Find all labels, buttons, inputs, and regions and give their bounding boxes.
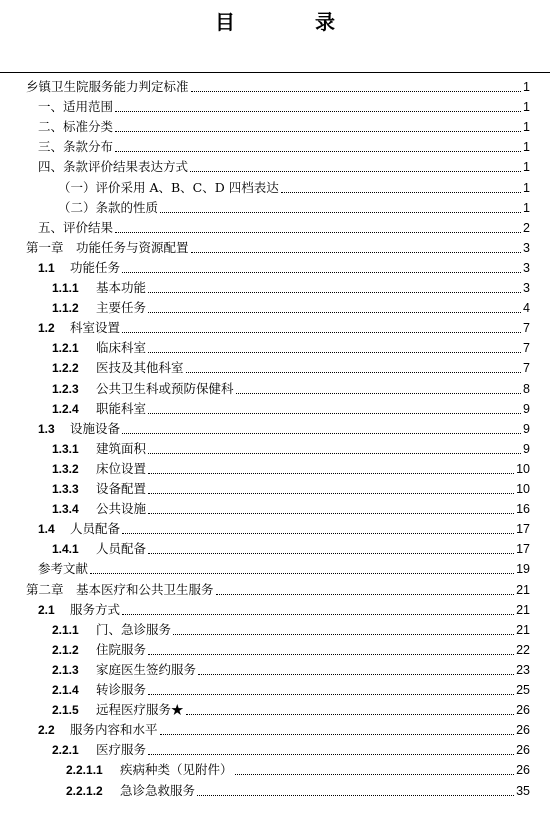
toc-entry-title: 医技及其他科室 xyxy=(96,360,184,376)
toc-entry-title: 门、急诊服务 xyxy=(96,621,172,637)
toc-entry[interactable] xyxy=(52,658,530,678)
toc-entry[interactable] xyxy=(38,216,530,236)
table-of-contents xyxy=(0,72,550,798)
toc-entry[interactable] xyxy=(26,578,530,598)
toc-entry[interactable] xyxy=(52,377,530,397)
toc-entry-number: 1.2 xyxy=(38,321,55,336)
toc-leader-dots xyxy=(122,332,521,333)
toc-entry-page: 2 xyxy=(523,220,530,235)
toc-leader-dots xyxy=(148,513,514,514)
toc-leader-dots xyxy=(186,372,522,373)
toc-entry-page: 9 xyxy=(523,421,530,436)
toc-entry-page: 26 xyxy=(516,743,530,758)
toc-entry-number: 1.1 xyxy=(38,260,55,275)
toc-leader-dots xyxy=(190,171,521,172)
toc-entry-page: 9 xyxy=(523,401,530,416)
toc-leader-dots xyxy=(115,232,521,233)
toc-leader-dots xyxy=(122,533,514,534)
toc-entry[interactable] xyxy=(58,176,530,196)
toc-leader-dots xyxy=(148,413,521,414)
toc-entry-page: 35 xyxy=(516,783,530,798)
toc-entry-number: 2.1.3 xyxy=(52,662,79,677)
toc-leader-dots xyxy=(197,795,514,796)
toc-entry-page: 3 xyxy=(523,240,530,255)
toc-entry-number: 2.1.1 xyxy=(52,622,79,637)
toc-entry[interactable] xyxy=(38,95,530,115)
toc-entry-number: 1.3.1 xyxy=(52,441,79,456)
toc-entry-page: 16 xyxy=(516,502,530,517)
toc-entry-title: 参考文献 xyxy=(38,561,89,577)
toc-leader-dots xyxy=(281,192,521,193)
toc-entry[interactable] xyxy=(52,638,530,658)
toc-leader-dots xyxy=(115,111,521,112)
toc-entry-page: 4 xyxy=(523,301,530,316)
toc-entry-number: 1.1.1 xyxy=(52,281,79,295)
toc-entry-number: 1.2.3 xyxy=(52,381,79,396)
toc-leader-dots xyxy=(148,453,521,454)
toc-leader-dots xyxy=(186,714,515,715)
toc-entry-title: 设备配置 xyxy=(96,481,147,496)
toc-entry-page: 1 xyxy=(523,120,530,135)
toc-entry-page: 8 xyxy=(523,381,530,396)
toc-entry-title: 床位设置 xyxy=(96,460,147,476)
toc-entry[interactable] xyxy=(66,758,530,778)
toc-entry[interactable] xyxy=(38,517,530,537)
toc-entry-title: 家庭医生签约服务 xyxy=(96,661,197,677)
toc-entry-page: 21 xyxy=(516,622,530,637)
toc-entry-page: 1 xyxy=(523,200,530,215)
toc-leader-dots xyxy=(191,252,522,253)
toc-leader-dots xyxy=(160,212,521,213)
toc-entry[interactable] xyxy=(52,678,530,698)
toc-entry-title: 住院服务 xyxy=(96,641,147,657)
toc-entry-page: 26 xyxy=(516,723,530,738)
toc-leader-dots xyxy=(216,594,515,595)
toc-entry-title: 服务内容和水平 xyxy=(70,722,158,738)
toc-entry-title: 建筑面积 xyxy=(96,440,147,456)
toc-entry-page: 3 xyxy=(523,260,530,275)
toc-entry[interactable] xyxy=(52,356,530,376)
toc-entry[interactable] xyxy=(38,718,530,738)
toc-entry-page: 22 xyxy=(516,642,530,657)
toc-entry[interactable] xyxy=(38,115,530,135)
toc-entry[interactable] xyxy=(38,155,530,175)
toc-entry-number: 2.1.5 xyxy=(52,703,79,718)
toc-entry-number: 1.3 xyxy=(38,421,55,436)
toc-entry[interactable] xyxy=(52,437,530,457)
toc-entry-page: 1 xyxy=(523,160,530,175)
toc-entry-title: 二、标准分类 xyxy=(38,119,114,135)
toc-leader-dots xyxy=(148,654,514,655)
toc-leader-dots xyxy=(148,694,514,695)
toc-entry[interactable] xyxy=(58,196,530,216)
toc-entry[interactable] xyxy=(52,477,530,497)
toc-entry-number: 2.2.1 xyxy=(52,743,79,758)
toc-entry-page: 19 xyxy=(516,562,530,577)
toc-entry-number: 1.4.1 xyxy=(52,542,79,557)
toc-entry-title: 三、条款分布 xyxy=(38,139,114,155)
toc-leader-dots xyxy=(148,553,514,554)
toc-entry-page: 26 xyxy=(516,763,530,778)
toc-entry-title: 设施设备 xyxy=(70,420,121,436)
toc-entry-page: 1 xyxy=(523,80,530,94)
toc-entry-number: 1.1.2 xyxy=(52,301,79,316)
toc-entry-title: 五、评价结果 xyxy=(38,219,114,235)
toc-entry-title: 疾病种类（见附件） xyxy=(120,762,233,778)
toc-leader-dots xyxy=(90,573,514,574)
toc-entry-page: 26 xyxy=(516,703,530,718)
toc-entry-number: 2.1.4 xyxy=(52,683,79,697)
toc-entry[interactable] xyxy=(52,537,530,557)
toc-entry-number: 2.1 xyxy=(38,602,55,617)
toc-entry-number: 1.2.2 xyxy=(52,361,79,376)
toc-entry-title: 乡镇卫生院服务能力判定标准 xyxy=(26,79,189,94)
toc-entry-number: 1.2.1 xyxy=(52,341,79,356)
toc-entry-title: 科室设置 xyxy=(70,320,121,336)
toc-leader-dots xyxy=(173,634,514,635)
toc-entry-page: 17 xyxy=(516,522,530,537)
toc-leader-dots xyxy=(115,151,521,152)
toc-entry[interactable] xyxy=(52,336,530,356)
toc-leader-dots xyxy=(122,614,514,615)
toc-entry-page: 17 xyxy=(516,542,530,557)
toc-entry-title: 主要任务 xyxy=(96,300,147,316)
toc-leader-dots xyxy=(115,131,521,132)
toc-entry[interactable] xyxy=(38,256,530,276)
toc-entry-page: 7 xyxy=(523,321,530,336)
toc-entry-title: （一）评价采用 A、B、C、D 四档表达 xyxy=(58,179,279,195)
toc-entry-page: 21 xyxy=(516,602,530,617)
toc-entry-page: 1 xyxy=(523,180,530,195)
toc-entry-number: 2.2.1.1 xyxy=(66,763,103,778)
toc-entry-title: 四、条款评价结果表达方式 xyxy=(38,159,189,175)
toc-entry[interactable] xyxy=(52,738,530,758)
toc-entry[interactable] xyxy=(38,316,530,336)
toc-entry-title: （二）条款的性质 xyxy=(58,199,159,215)
toc-entry-title: 第一章 功能任务与资源配置 xyxy=(26,239,189,255)
toc-leader-dots xyxy=(148,473,514,474)
toc-entry-title: 远程医疗服务★ xyxy=(96,702,184,718)
toc-entry[interactable] xyxy=(52,618,530,638)
toc-entry-title: 急诊急救服务 xyxy=(120,782,196,798)
toc-entry-page: 7 xyxy=(523,341,530,356)
toc-entry-page: 21 xyxy=(516,582,530,597)
page-title: 目 录 xyxy=(215,10,365,34)
toc-entry-title: 临床科室 xyxy=(96,340,147,356)
toc-entry[interactable] xyxy=(52,497,530,517)
toc-entry-title: 公共卫生科或预防保健科 xyxy=(96,380,234,396)
toc-entry-number: 2.2 xyxy=(38,723,55,738)
toc-leader-dots xyxy=(160,734,515,735)
toc-entry-title: 服务方式 xyxy=(70,601,121,617)
toc-entry-number: 1.3.4 xyxy=(52,502,79,517)
toc-entry[interactable] xyxy=(52,397,530,417)
toc-leader-dots xyxy=(148,312,521,313)
toc-entry-page: 7 xyxy=(523,361,530,376)
toc-entry-title: 职能科室 xyxy=(96,400,147,416)
toc-entry[interactable] xyxy=(26,236,530,256)
toc-leader-dots xyxy=(148,754,514,755)
toc-entry-title: 基本功能 xyxy=(96,280,147,295)
toc-entry[interactable] xyxy=(52,457,530,477)
toc-entry[interactable] xyxy=(38,557,530,577)
toc-leader-dots xyxy=(236,393,522,394)
toc-entry-number: 1.4 xyxy=(38,522,55,537)
toc-entry-number: 1.3.2 xyxy=(52,461,79,476)
toc-entry-title: 第二章 基本医疗和公共卫生服务 xyxy=(26,581,214,597)
toc-entry-page: 10 xyxy=(516,482,530,496)
toc-entry-page: 3 xyxy=(523,281,530,295)
toc-leader-dots xyxy=(198,674,514,675)
toc-entry-title: 人员配备 xyxy=(70,521,121,537)
toc-leader-dots xyxy=(122,272,521,273)
toc-leader-dots xyxy=(235,774,515,775)
toc-entry-title: 转诊服务 xyxy=(96,682,147,697)
toc-entry-number: 2.2.1.2 xyxy=(66,783,103,798)
toc-leader-dots xyxy=(191,91,522,92)
toc-entry-title: 一、适用范围 xyxy=(38,99,114,115)
toc-entry-number: 2.1.2 xyxy=(52,642,79,657)
toc-leader-dots xyxy=(148,352,521,353)
toc-entry-page: 10 xyxy=(516,461,530,476)
toc-entry[interactable] xyxy=(38,417,530,437)
toc-entry[interactable] xyxy=(26,75,530,95)
toc-leader-dots xyxy=(148,493,514,494)
toc-entry-number: 1.3.3 xyxy=(52,482,79,496)
toc-entry-page: 1 xyxy=(523,100,530,115)
toc-entry[interactable] xyxy=(52,276,530,296)
toc-entry[interactable] xyxy=(38,598,530,618)
toc-entry-title: 人员配备 xyxy=(96,541,147,557)
toc-entry[interactable] xyxy=(52,698,530,718)
toc-entry-page: 23 xyxy=(516,662,530,677)
toc-entry-page: 1 xyxy=(523,140,530,155)
toc-leader-dots xyxy=(148,292,521,293)
toc-leader-dots xyxy=(122,433,521,434)
toc-entry-title: 医疗服务 xyxy=(96,742,147,758)
toc-entry-title: 公共设施 xyxy=(96,501,147,517)
toc-entry[interactable] xyxy=(38,135,530,155)
toc-entry[interactable] xyxy=(66,779,530,799)
toc-entry-page: 9 xyxy=(523,441,530,456)
toc-entry-number: 1.2.4 xyxy=(52,401,79,416)
toc-entry-title: 功能任务 xyxy=(70,259,121,275)
toc-entry-page: 25 xyxy=(516,683,530,697)
toc-entry[interactable] xyxy=(52,296,530,316)
